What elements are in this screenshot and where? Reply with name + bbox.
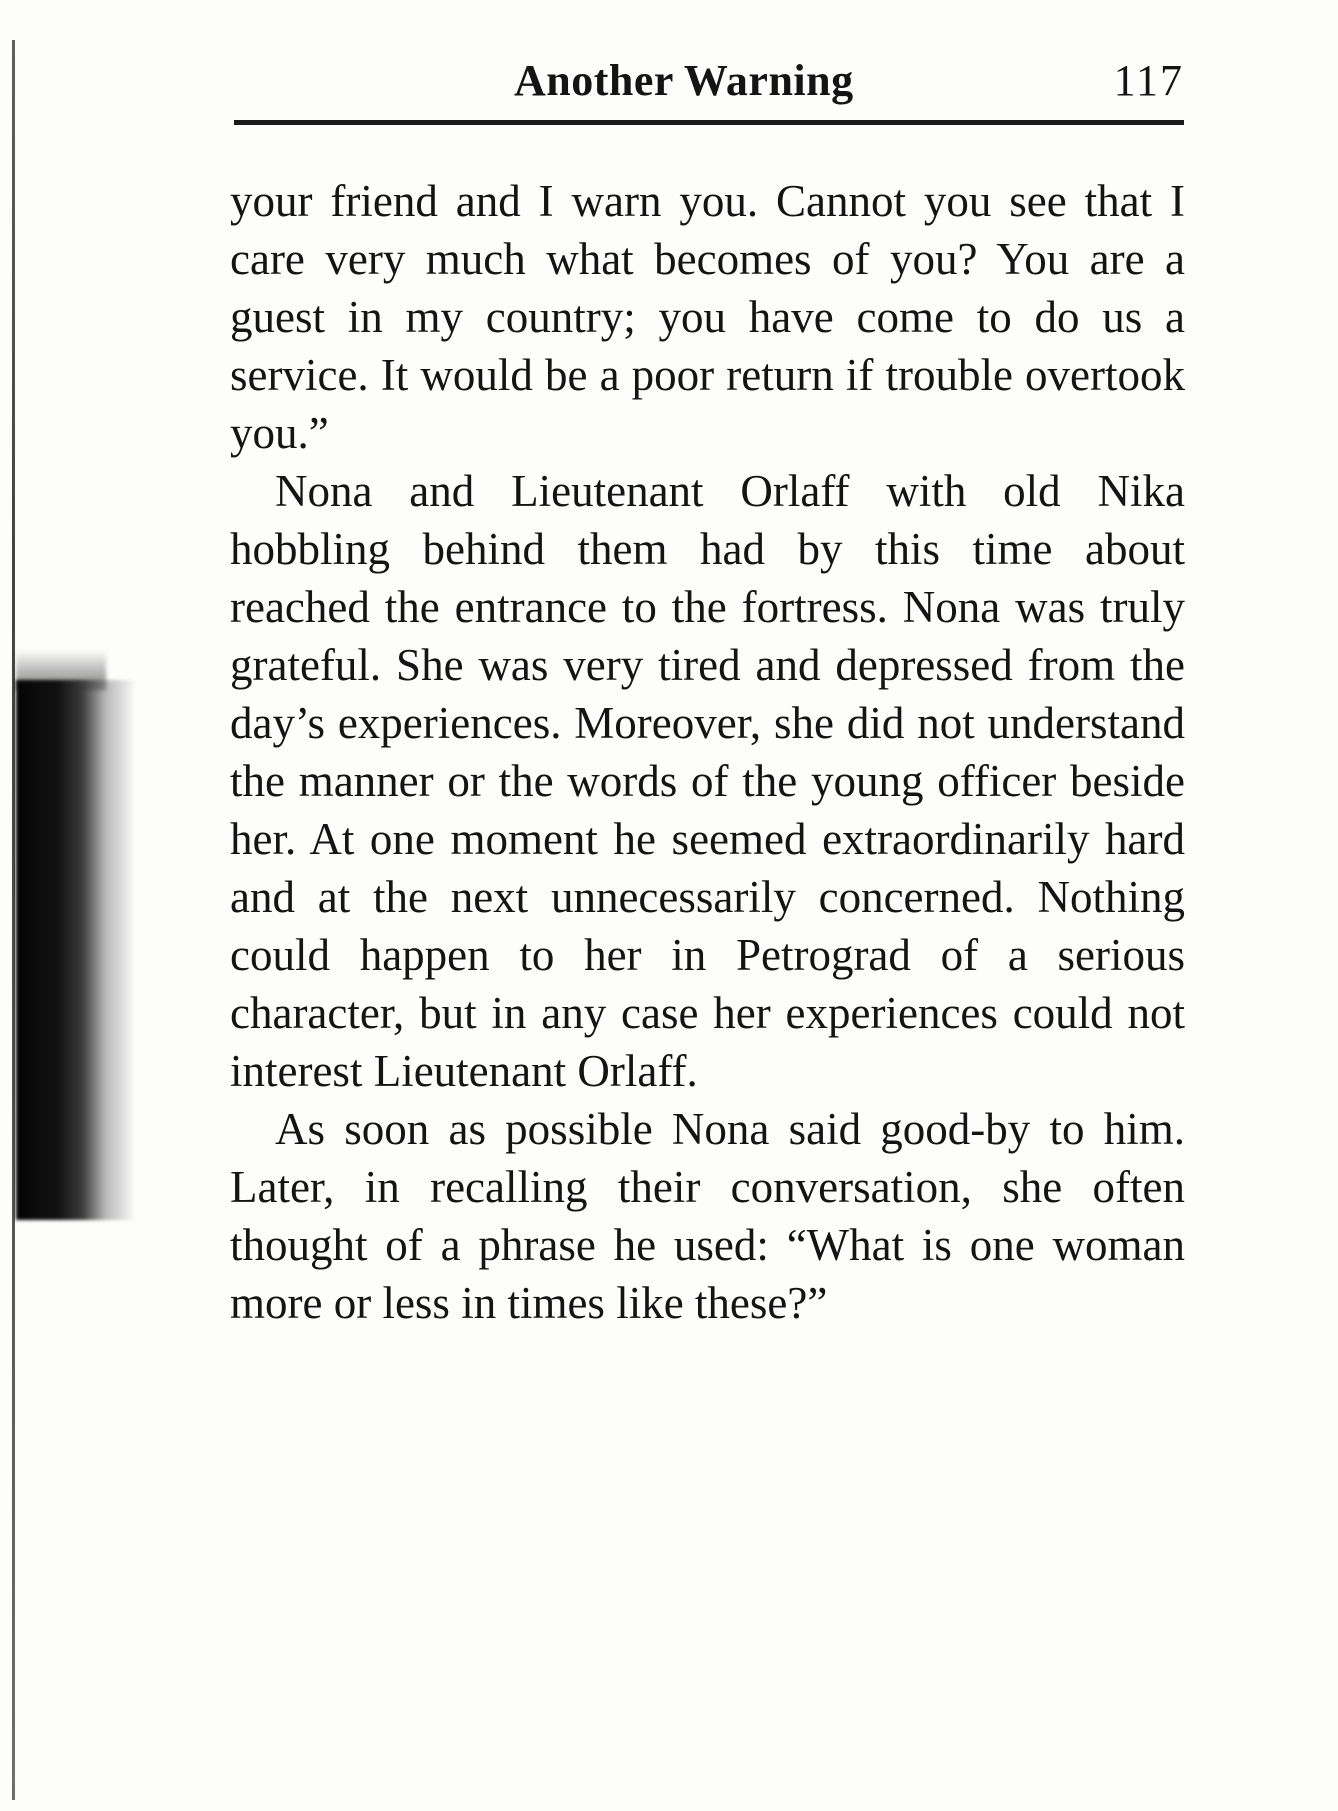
scan-edge-line [12,40,15,1800]
running-title: Another Warning [514,56,854,105]
paragraph: Nona and Lieutenant Orlaff with old Nika hobbling behind them had by this time about reached the entrance to the fortress. Nona was truly grateful. She was very tired and depressed from the day’s experiences. Moreover, she did not understand the manner or the words of the young officer beside her. At one moment he seemed extraordinarily hard and at the next unnecessarily concerned. Nothing could happen to her in Petrograd of a serious character, but in any case her experiences could not interest Lieutenant Orlaff. [230,466,1185,1096]
header-rule [234,120,1184,125]
paragraph: As soon as possible Nona said good-by to him. Later, in recalling their conversation, she often thought of a phrase he used: “What is one woman more or less in times like these?” [230,1104,1185,1328]
body-text [230,172,1185,1332]
page-header [234,55,1184,115]
page-number: 117 [1113,56,1184,105]
paragraph: your friend and I warn you. Cannot you see that I care very much what becomes of you? You are a guest in my country; you have come to do us a service. It would be a poor return if trouble overtook you.” [230,176,1185,458]
scan-binding-shadow [16,680,136,1220]
